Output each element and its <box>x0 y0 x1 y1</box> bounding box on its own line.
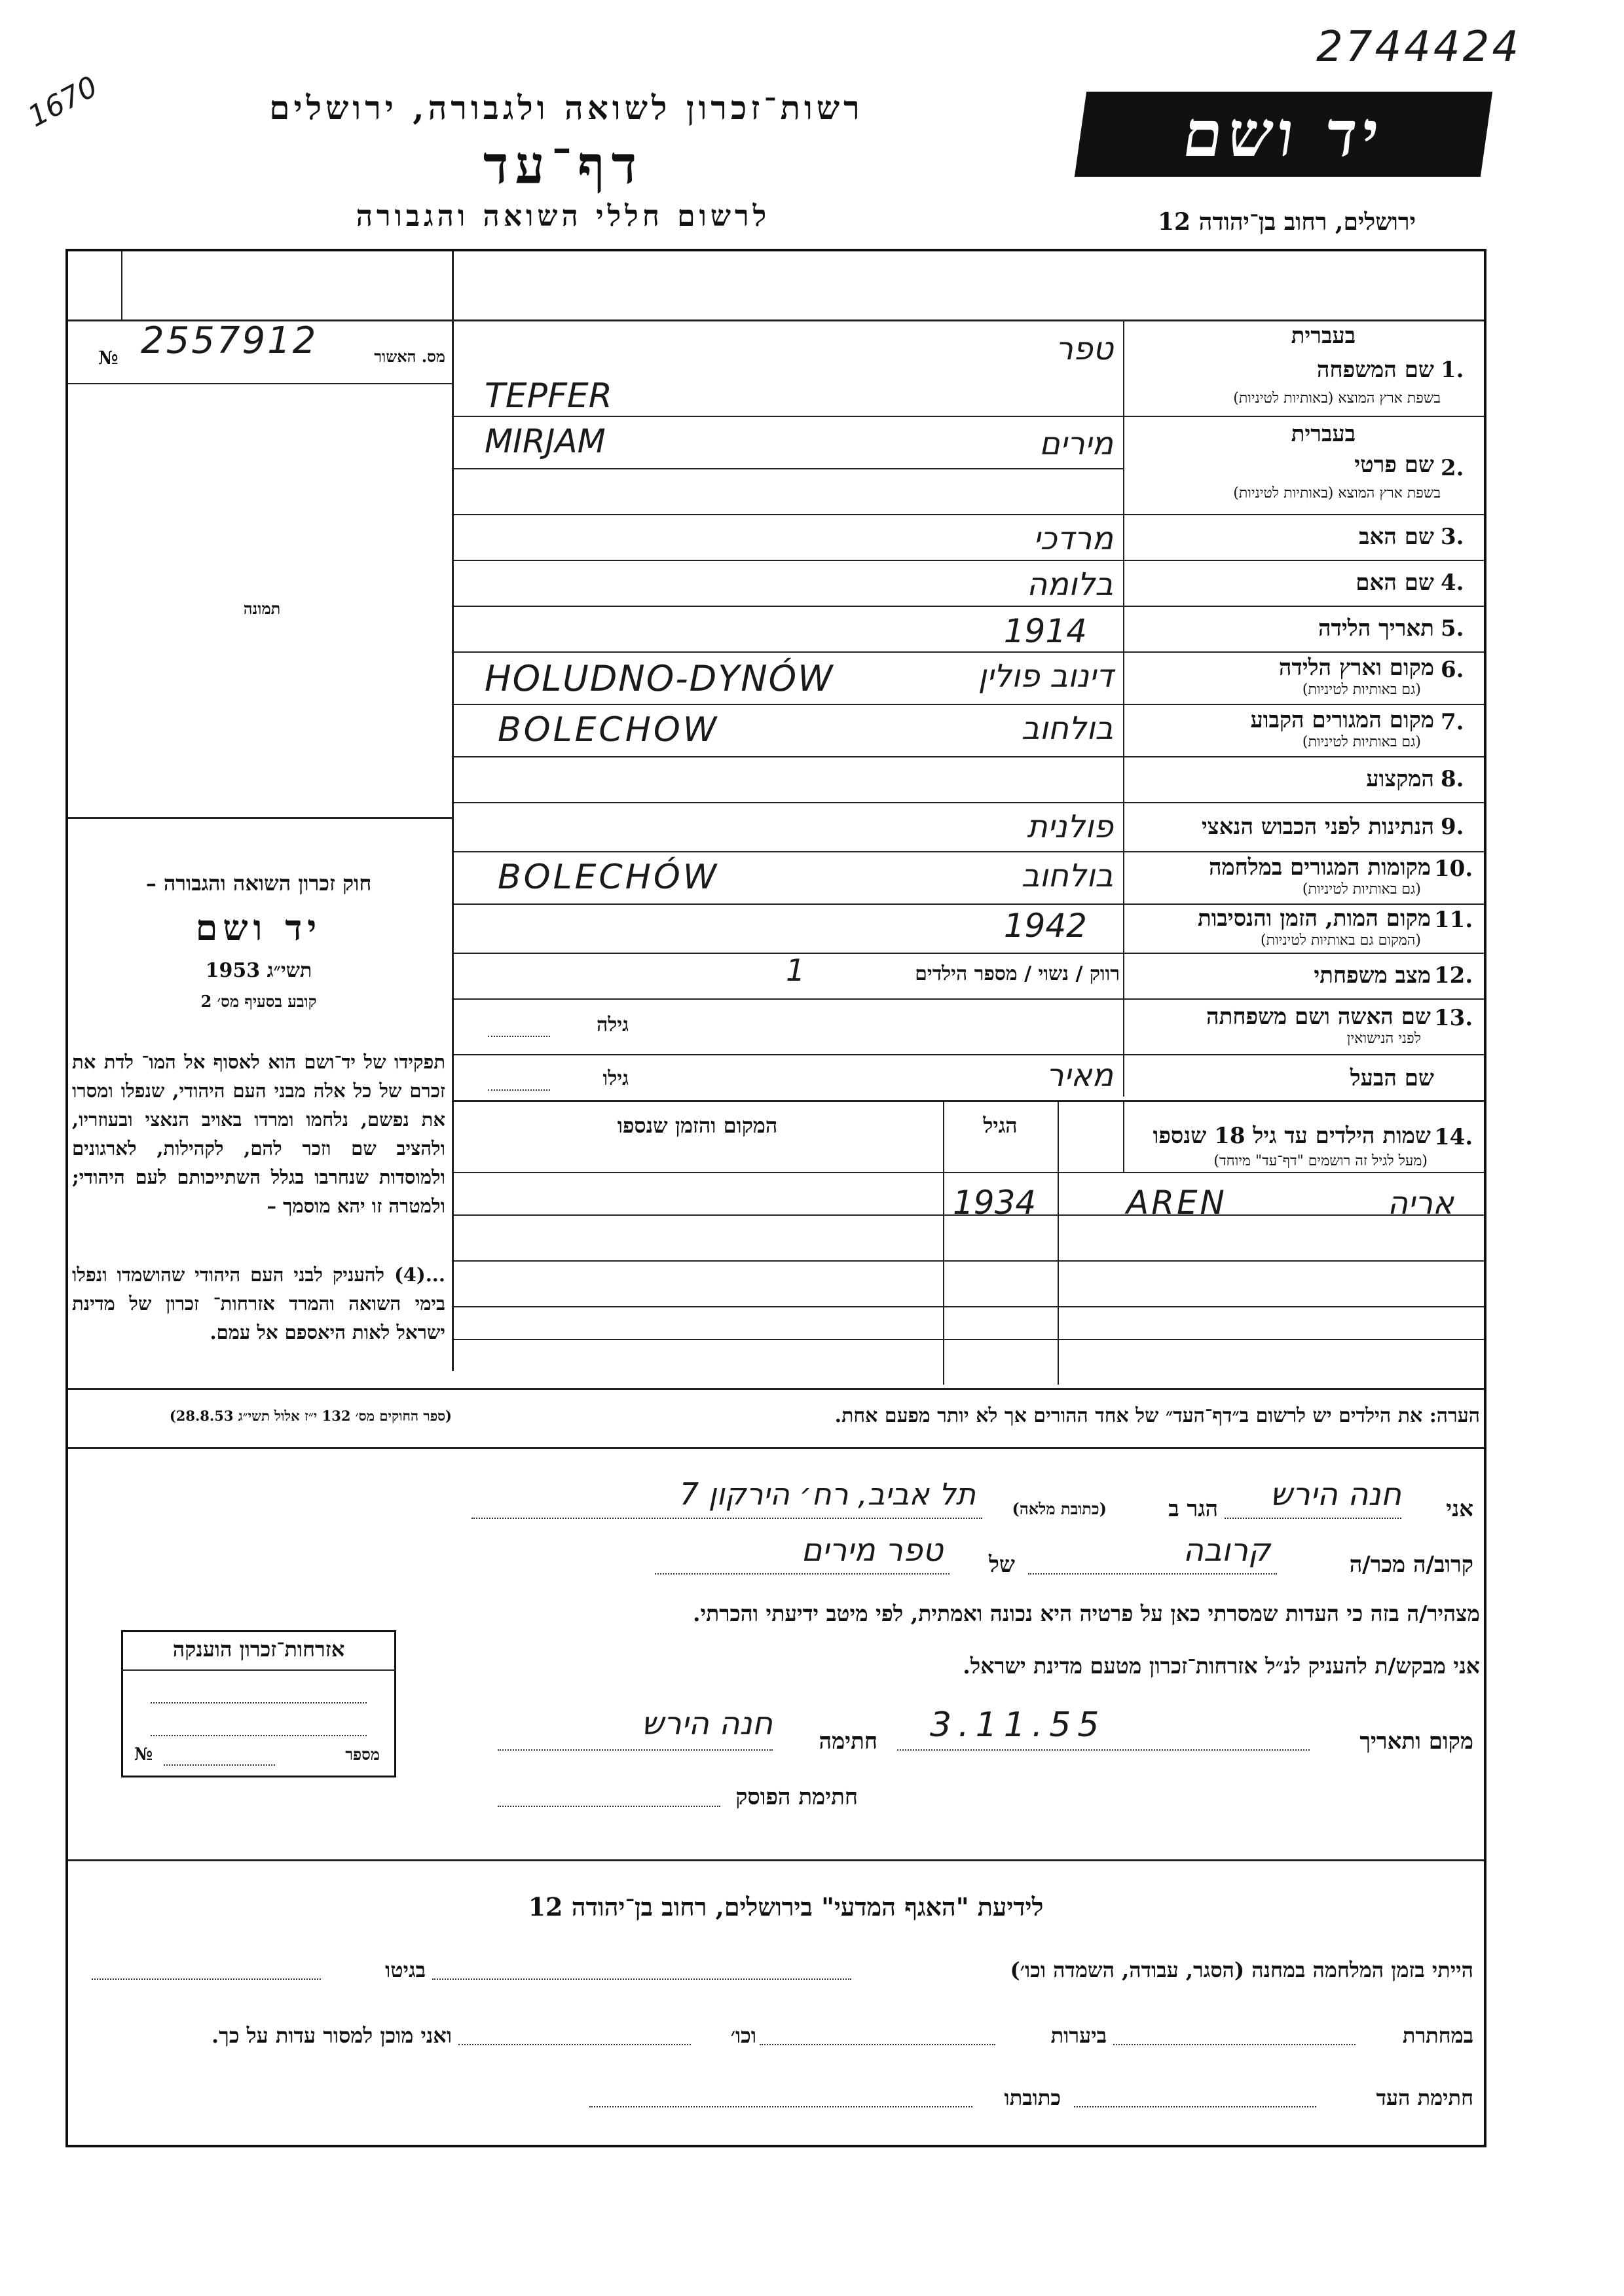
child-hebrew-name: אריה <box>1387 1185 1454 1222</box>
approval-no-mark: № <box>98 347 119 369</box>
field-1-label: שם המשפחה <box>1316 357 1434 383</box>
law-text-2: ...(4) להעניק לבני העם היהודי שהושמדו ונפלו בימי השואה והמרד אזרחות־ זכרון של מדינת ישראל לאות היאספם אל עמם. <box>72 1264 445 1343</box>
field-3-number: 3. <box>1441 524 1464 550</box>
relative-value: קרובה <box>1183 1532 1270 1569</box>
field-6-label: מקום וארץ הלידה <box>1278 655 1434 681</box>
official-signature-label: חתימת הפוסק <box>735 1784 858 1810</box>
field-13-number: 13. <box>1434 1005 1473 1031</box>
deceased-name-value: טפר מירים <box>801 1532 943 1569</box>
camp-question: הייתי בזמן המלחמה במחנה (הסגר, עבודה, השמדה וכו׳) <box>1010 1958 1473 1982</box>
field-13-label: שם האשה ושם משפחתה <box>1206 1004 1431 1030</box>
field-12-children-value: 1 <box>786 953 805 988</box>
field-13-note: לפני הנישואין <box>1346 1030 1421 1047</box>
field-2-latin-value: MIRJAM <box>485 422 606 460</box>
husband-age-label: גילו <box>602 1067 629 1090</box>
field-3-label: שם האב <box>1359 524 1434 550</box>
field-11-value: 1942 <box>1003 907 1087 945</box>
registry-number: 2744424 <box>1316 23 1522 71</box>
field-11-label: מקום המות, הזמן והנסיבות <box>1197 905 1431 932</box>
law-year: תשי״ג 1953 <box>205 959 312 982</box>
authority-line: רשות־זכרון לשואה ולגבורה, ירושלים <box>269 88 864 127</box>
field-9-label: הנתינות לפני הכבוש הנאצי <box>1201 814 1434 840</box>
field-10-label: מקומות המגורים במלחמה <box>1208 854 1431 881</box>
child-year-value: 1934 <box>953 1184 1037 1222</box>
page-subtitle: לרשום חללי השואה והגבורה <box>356 200 771 233</box>
field-4-number: 4. <box>1441 570 1464 596</box>
field-12-number: 12. <box>1434 962 1473 989</box>
field-2-label: שם פרטי <box>1354 452 1434 478</box>
field-3-value: מרדכי <box>1033 520 1113 557</box>
field-7-hebrew-value: בולחוב <box>1021 710 1113 747</box>
photo-label: תמונה <box>243 599 281 618</box>
underground-label: במחתרת <box>1402 2023 1473 2048</box>
resides-label: הגר ב <box>1168 1496 1218 1522</box>
field-8-number: 8. <box>1441 766 1464 792</box>
forests-label: ביערות <box>1050 2023 1107 2048</box>
declarant-address-value: תל אביב, רח׳ הירקון 7 <box>679 1476 976 1512</box>
law-reference: (ספר החוקים מס׳ 132 י״ז אלול תשי״ג 28.8.53) <box>169 1408 452 1424</box>
field-10-number: 10. <box>1434 856 1473 882</box>
approval-number-value: 2557912 <box>141 319 318 362</box>
field-1-hebrew-tag: בעברית <box>1291 323 1356 349</box>
field-7-note: (גם באותיות לטיניות) <box>1302 734 1421 750</box>
husband-name-label: שם הבעל <box>1350 1065 1434 1091</box>
bottom-title: לידיעת "האגף המדעי" בירושלים, רחוב בן־יהודה 12 <box>528 1892 1044 1922</box>
law-title: חוק זכרון השואה והגבורה – <box>145 871 372 896</box>
citizenship-box-no-mark: № <box>134 1745 153 1764</box>
header-address: ירושלים, רחוב בן־יהודה 12 <box>1157 208 1416 236</box>
testimony-ready-text: ואני מוכן למסור עדות על כך. <box>211 2023 452 2048</box>
page-title: דף־עד <box>483 134 644 196</box>
field-7-latin-value: BOLECHOW <box>498 710 720 750</box>
signature-value: חנה הירש <box>641 1705 773 1742</box>
field-14-label: שמות הילדים עד גיל 18 שנספו <box>1153 1123 1431 1149</box>
citizenship-box-number-label: מספר <box>345 1745 380 1764</box>
field-2-note: בשפת ארץ המוצא (באותיות לטיניות) <box>1233 485 1441 501</box>
field-1-hebrew-value: טפר <box>1055 331 1113 367</box>
field-12-options: רווק / נשוי / מספר הילדים <box>915 962 1120 985</box>
law-text-1: תפקידו של יד־ושם הוא לאסוף אל המו־ לדת את זכרם של כל אלה מבני העם היהודי, שנפלו ומסרו את נפשם, נלחמו ומרדו באויב הנאצי ובעוזריו, ולהציב שם וזכר להם, לקהילות, לארגונים ולמוסדות שנחרבו בגלל השתייכותם לעם היהודי; ולמטרה זו יהא מוסמך – <box>72 1051 445 1217</box>
request-text: אני מבקש/ת להעניק לנ״ל אזרחות־זכרון מטעם מדינת ישראל. <box>963 1653 1480 1679</box>
place-date-label: מקום ותאריך <box>1359 1728 1473 1755</box>
place-date-value: 3.11.55 <box>930 1705 1106 1745</box>
witness-signature-label: חתימת העד <box>1376 2085 1473 2110</box>
field-6-number: 6. <box>1441 657 1464 683</box>
field-5-label: תאריך הלידה <box>1318 615 1434 642</box>
field-11-note: (המקום גם באותיות לטיניות) <box>1261 932 1421 949</box>
relative-label: קרוב/ה מכר/ה <box>1349 1552 1473 1578</box>
field-11-number: 11. <box>1434 907 1473 933</box>
field-10-latin-value: BOLECHÓW <box>498 858 720 897</box>
full-address-label: (כתובת מלאה) <box>1012 1499 1107 1518</box>
field-5-value: 1914 <box>1003 612 1087 650</box>
husband-name-value: מאיר <box>1046 1057 1113 1094</box>
field-12-label: מצב משפחתי <box>1314 962 1431 989</box>
children-age-header: הגיל <box>983 1113 1018 1138</box>
field-9-value: פולנית <box>1027 809 1113 845</box>
declarant-name-value: חנה הירש <box>1270 1476 1401 1513</box>
field-5-number: 5. <box>1441 615 1464 642</box>
law-name: יד ושם <box>195 907 322 949</box>
witness-address-label: כתובתו <box>1004 2085 1061 2110</box>
field-6-latin-value: HOLUDNO-DYNÓW <box>485 658 834 699</box>
remark-note: הערה: את הילדים יש לרשום ב״דף־העד״ של אחד ההורים אך לא יותר מפעם אחת. <box>834 1404 1480 1427</box>
ghetto-label: בגיטו <box>385 1958 426 1982</box>
field-14-note: (מעל לגיל זה רושמים "דף־עד" מיוחד) <box>1213 1153 1428 1169</box>
field-2-hebrew-value: מירים <box>1039 426 1113 462</box>
field-1-note: בשפת ארץ המוצא (באותיות לטיניות) <box>1233 390 1441 407</box>
field-8-label: המקצוע <box>1366 766 1434 792</box>
child-latin-name: AREN <box>1126 1184 1227 1222</box>
field-10-hebrew-value: בולחוב <box>1021 858 1113 894</box>
of-label: של <box>989 1552 1015 1578</box>
field-1-number: 1. <box>1441 357 1464 383</box>
citizenship-box-title: אזרחות־זכרון הוענקה <box>172 1637 345 1662</box>
field-6-note: (גם באותיות לטיניות) <box>1302 682 1421 698</box>
field-4-label: שם האם <box>1356 570 1434 596</box>
approval-number-label: מס. האשור <box>374 347 445 366</box>
yad-vashem-logo: יד ושם <box>1075 92 1492 177</box>
declaration-text: מצהיר/ה בזה כי העדות שמסרתי כאן על פרטיה היא נכונה ואמתית, לפי מיטב ידיעתי והכרתי. <box>693 1601 1480 1626</box>
field-7-label: מקום המגורים הקבוע <box>1250 707 1434 733</box>
law-clause: קובע בסעיף מס׳ 2 <box>200 992 317 1011</box>
children-place-header: המקום והזמן שנספו <box>617 1113 778 1138</box>
field-6-hebrew-value: דינוב פולין <box>978 658 1113 695</box>
etc-label: וכו׳ <box>730 2023 756 2048</box>
field-7-number: 7. <box>1441 709 1464 735</box>
field-10-note: (גם באותיות לטיניות) <box>1302 881 1421 898</box>
field-9-number: 9. <box>1441 814 1464 840</box>
corner-margin-mark: 1670 <box>22 69 103 134</box>
wife-age-label: גילה <box>596 1013 629 1036</box>
field-4-value: בלומה <box>1026 566 1113 603</box>
signature-label: חתימה <box>819 1728 877 1755</box>
field-2-number: 2. <box>1441 455 1464 481</box>
declarant-label: אני <box>1446 1496 1473 1522</box>
field-2-hebrew-tag: בעברית <box>1291 421 1356 447</box>
field-1-latin-value: TEPFER <box>485 376 612 416</box>
field-14-number: 14. <box>1434 1124 1473 1150</box>
